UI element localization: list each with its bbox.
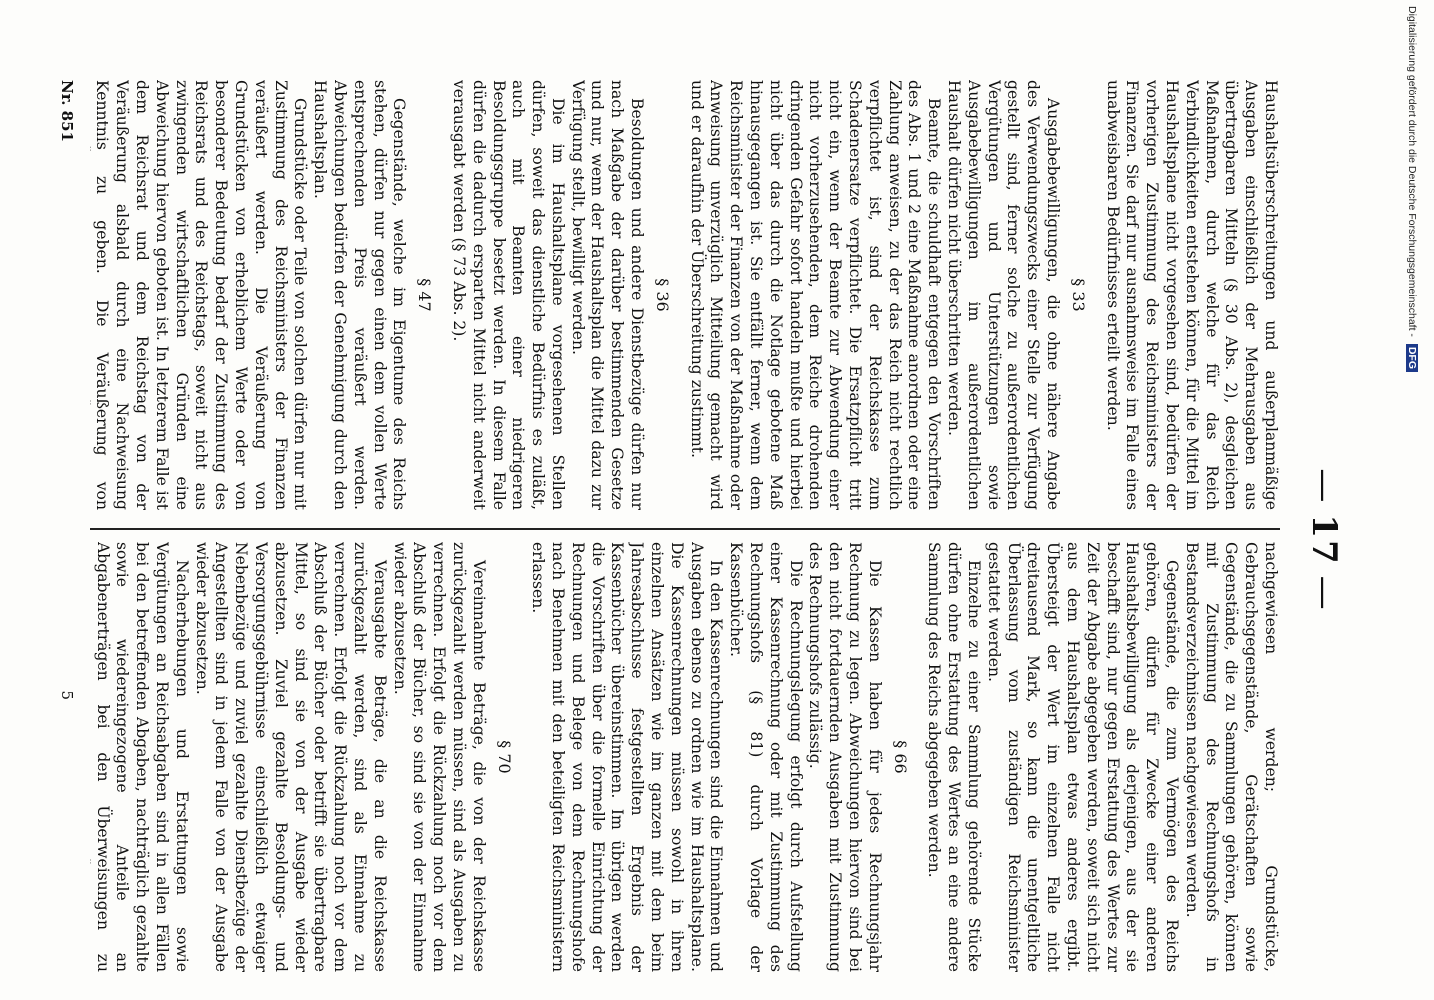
paragraph: Besoldungen und andere Dienstbezüge dürfen nur nach Maßgabe der darüber bestimmenden Gesetze und nur, wenn der Haushaltsplan die Mittel dazu zur Verfügung stellt, bewilligt werden. [568,80,647,510]
paragraph: Die Rechnungslegung erfolgt durch Aufstellung einer Kassenrechnung oder mit Zustimmung des Rechnungshofs (§ 81) durch Vorlage der Kassenbücher. [727,542,805,972]
paragraph: Gegenstände, die zum Vermögen des Reichs gehören, dürfen für Zwecke einer anderen Haushaltsbewilligung als derjenigen, aus der sie beschafft sind, nur gegen Erstattung des Wertes zur Zeit der Abgabe abgegeben werden, soweit sich nicht aus dem Haushaltsplan etwas anderes ergibt. Übersteigt der Wert im einzelnen Falle nicht dreitausend Mark, so kann die unentgeltliche Überlassung vom zuständigen Reichsminister gestattet werden. [984,542,1182,972]
section-heading: § 47 [415,278,435,312]
page-header [1270,80,1350,1000]
paragraph: Haushaltsüberschreitungen und außerplanmäßige Ausgaben einschließlich der Mehrausgaben aus übertragbaren Mitteln (§ 30 Abs. 2), desgleichen Maßnahmen, durch welche für das Reich Verbindlichkeiten entstehen können, für die Mittel im Haushaltsplane nicht vorgesehen sind, bedürfen der vorherigen Zustimmung des Reichsministers der Finanzen. Sie darf nur ausnahmsweise im Falle eines unabweisbaren Bedürfnisses erteilt werden. [1103,80,1280,510]
digitization-credit [1404,6,1418,986]
paragraph: Einzelne zu einer Sammlung gehörende Stücke dürfen ohne Erstattung des Wertes an eine andere Sammlung des Reichs abgegeben werden. [925,542,984,972]
paragraph: Die Kassen haben für jedes Rechnungsjahr Rechnung zu legen. Abweichungen hiervon sind bei den nicht fortdauernden Ausgaben mit Zustimmung des Rechnungshofs zulässig. [806,542,884,972]
right-column [90,542,1280,972]
paragraph: Nacherhebungen und Erstattungen sowie Vergütungen an Reichsabgaben sind in allen Fällen bei den betreffenden Abgaben, nachträglich gezahlte sowie wiedereingezogene Anteile an Abgabenerträgen bei den Überweisungen zu [93,542,191,972]
page-number: — 17 — [1304,458,1344,621]
paragraph: Grundstücke oder Teile von solchen dürfen nur mit Zustimmung des Reichsministers der Finanzen veräußert werden. Die Veräußerung von Grundstücken von erheblichem Werte oder von besonderer Bedeutung bedarf der Zustimmung des Reichsrats und des Reichstags, soweit nicht aus zwingenden wirtschaftlichen Gründen eine Abweichung hiervon geboten ist. In letzterem Falle ist dem Reichsrat und dem Reichstag von der Veräußerung alsbald durch eine Nachweisung Kenntnis zu geben. Die Veräußerung von [93,80,310,510]
column-divider [90,528,1280,530]
section-heading: § 33 [1068,278,1088,312]
digitization-credit-text: Digitalisierung gefördert durch die Deutsche Forschungsgemeinschaft - [1406,6,1418,337]
paragraph: Ausgabebewilligungen, die ohne nähere Angabe des Verwendungszwecks einer Stelle zur Verfügung gestellt sind, ferner solche zu außerordentlichen Vergütungen und Unterstützungen sowie Ausgabebewilligungen im außerordentlichen Haushalt dürfen nicht überschritten werden. [945,80,1063,510]
paragraph: Verausgabte Beträge, die an die Reichskasse zurückgezahlt werden, sind als Einnahme zu verrechnen. Erfolgt die Rückzahlung noch vor dem Abschluß der Bücher oder betrifft sie übertragbare Mittel, so sind sie von der Ausgabe wieder abzusetzen. Zuviel gezahlte Besoldungs- und Versorgungsgebührnisse einschließlich etwaiger Nebenbezüge und zuviel gezahlte Dienstbezüge der Angestellten sind in jedem Falle von der Ausgabe wieder abzusetzen. [192,542,389,972]
paragraph: Gegenstände, welche im Eigentume des Reichs stehen, dürfen nur gegen einen dem vollen Werte entsprechenden Preis veräußert werden. Abweichungen bedürfen der Genehmigung durch den Haushaltsplan. [311,80,409,510]
paragraph: Vereinnahmte Beträge, die von der Reichskasse zurückgezahlt werden müssen, sind als Ausgaben zu verrechnen. Erfolgt die Rückzahlung noch vor dem Abschluß der Bücher, so sind sie von der Einnahme wieder abzusetzen. [390,542,488,972]
section-heading: § 66 [890,740,910,774]
section-heading: § 70 [494,740,514,774]
paragraph: Beamte, die schuldhaft entgegen den Vorschriften des Abs. 1 und 2 eine Maßnahme anordnen oder eine Zahlung anweisen, zu der das Reich nicht rechtlich verpflichtet ist, sind der Reichskasse zum Schadenersatze verpflichtet. Die Ersatzpflicht tritt nicht ein, wenn der Beamte zur Abwendung einer nicht vorherzusehenden, dem Reiche drohenden dringenden Gefahr sofort handeln mußte und hierbei nicht über das durch die Notlage gebotene Maß hinausgegangen ist. Sie entfällt ferner, wenn dem Reichsminister der Finanzen von der Maßnahme oder Anweisung unverzüglich Mitteilung gemacht wird und er daraufhin der Überschreitung zustimmt. [687,80,944,510]
dfg-logo: DFG [1406,344,1418,372]
rotated-page-content [50,80,1350,1000]
footer-issue-number: Nr. 851 [58,80,76,142]
footer-signature-mark: 5 [58,690,76,700]
section-heading: § 36 [652,278,672,312]
paragraph: In den Kassenrechnungen sind die Einnahmen und Ausgaben ebenso zu ordnen wie im Haushaltsplane. Die Kassenrechnungen müssen sowohl in ihren einzelnen Ansätzen wie im ganzen mit dem beim Jahresabschlusse festgestellten Ergebnis der Kassenbücher übereinstimmen. Im übrigen werden die Vorschriften über die formelle Einrichtung der Rechnungen und Belege von dem Rechnungshofe nach Benehmen mit den beteiligten Reichsministern erlassen. [529,542,726,972]
paragraph: nachgewiesen werden; Grundstücke, Gebrauchsgegenstände, Gerätschaften sowie Gegenstände, die zu Sammlungen gehören, können mit Zustimmung des Rechnungshofs in Bestandsverzeichnissen nachgewiesen werden. [1182,542,1280,972]
left-column [90,80,1280,510]
paragraph: Die im Haushaltsplane vorgesehenen Stellen dürfen, soweit das dienstliche Bedürfnis es zuläßt, auch mit Beamten einer niedrigeren Besoldungsgruppe besetzt werden. In diesem Falle dürfen die dadurch ersparten Mittel nicht anderweit verausgabt werden (§ 73 Abs. 2). [449,80,567,510]
